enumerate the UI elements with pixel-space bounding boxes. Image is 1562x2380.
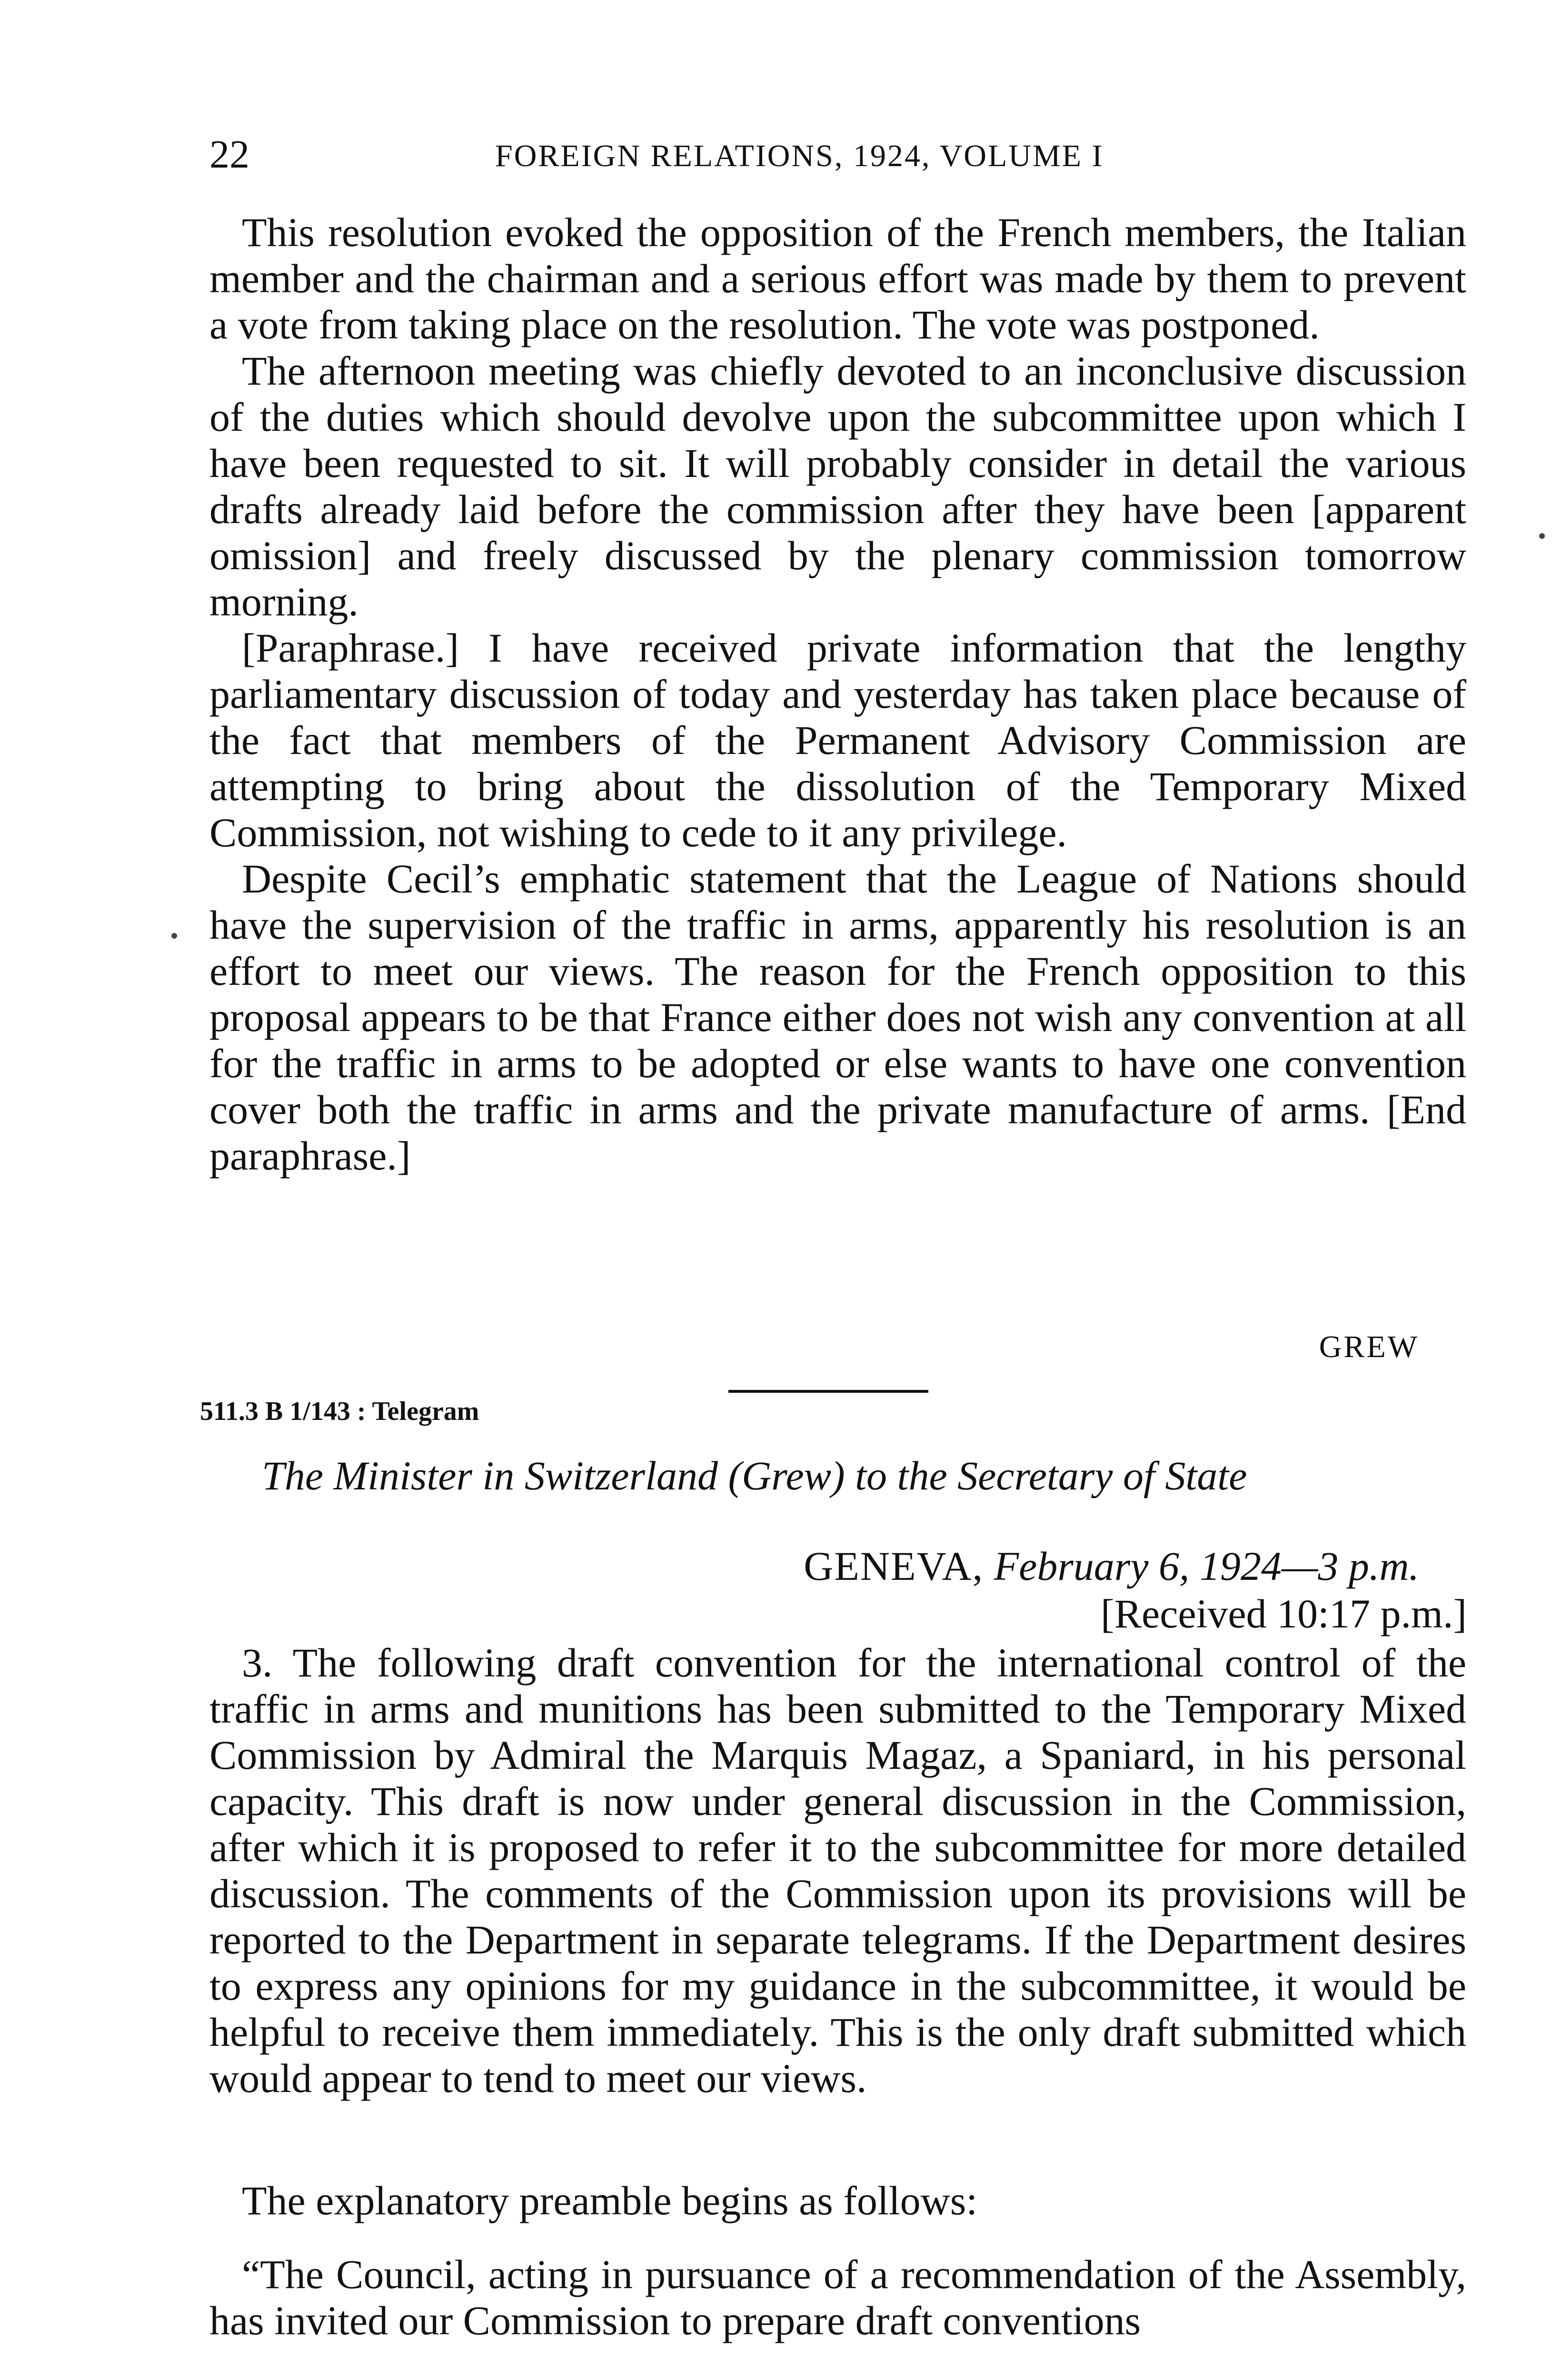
paragraph: [Paraphrase.] I have received private information that the lengthy parliamentary discussion of today and yesterday has taken place because of the fact that members of the Permanent Advisory Commission are attempting to bring about the dissolution of the Temporary Mixed Commission, not wishing to cede to it any privilege. (209, 625, 1466, 855)
dateline-place: GENEVA, (804, 1543, 984, 1589)
paragraph: 3. The following draft convention for the international control of the traffic in arms and munitions has been submitted to the Temporary Mixed Commission by Admiral the Marquis Magaz, a Spaniard, in his personal capacity. This draft is now under general discussion in the Commission, after which it is proposed to refer it to the subcommittee for more detailed discussion. The comments of the Commission upon its provisions will be reported to the Department in separate telegrams. If the Department desires to express any opinions for my guidance in the subcommittee, it would be helpful to receive them immediately. This is the only draft submitted which would appear to tend to meet our views. (209, 1640, 1466, 2101)
file-reference: 511.3 B 1/143 : Telegram (200, 1397, 479, 1426)
signature: GREW (1319, 1329, 1419, 1364)
dateline (804, 1542, 1419, 1590)
running-head: FOREIGN RELATIONS, 1924, VOLUME I (495, 139, 1104, 173)
section-divider (728, 1390, 928, 1393)
preamble-intro-block (209, 2178, 1466, 2224)
preamble-quote-block (209, 2251, 1466, 2344)
preamble-intro: The explanatory preamble begins as follows: (242, 2178, 978, 2223)
paragraph: This resolution evoked the opposition of the French members, the Italian member and the chairman and a serious effort was made by them to prevent a vote from taking place on the resolution. The vote was postponed. (209, 209, 1466, 347)
preamble-quote: “The Council, acting in pursuance of a recommendation of the Assembly, has invited our Commission to prepare draft conventions (209, 2251, 1466, 2343)
received-time: [Received 10:17 p.m.] (1100, 1591, 1467, 1636)
page-number: 22 (209, 132, 249, 177)
continued-message-body (209, 209, 1466, 1179)
paragraph: Despite Cecil’s emphatic statement that the League of Nations should have the supervision of the traffic in arms, apparently his resolution is an effort to meet our views. The reason for the French opposition to this proposal appears to be that France either does not wish any convention at all for the traffic in arms to be adopted or else wants to have one convention cover both the traffic in arms and the private manufacture of arms. [End paraphrase.] (209, 856, 1466, 1179)
telegram-body (209, 1640, 1466, 2102)
margin-mark (171, 933, 177, 939)
page-header (209, 129, 1457, 181)
document-title: The Minister in Switzerland (Grew) to the Secretary of State (262, 1453, 1247, 1498)
dateline-date: February 6, 1924—3 p.m. (994, 1543, 1419, 1589)
paragraph: The afternoon meeting was chiefly devoted to an inconclusive discussion of the duties which should devolve upon the subcommittee upon which I have been requested to sit. It will probably consider in detail the various drafts already laid before the commission after they have been [apparent omission] and freely discussed by the plenary commission tomorrow morning. (209, 348, 1466, 625)
margin-mark (1539, 533, 1545, 539)
